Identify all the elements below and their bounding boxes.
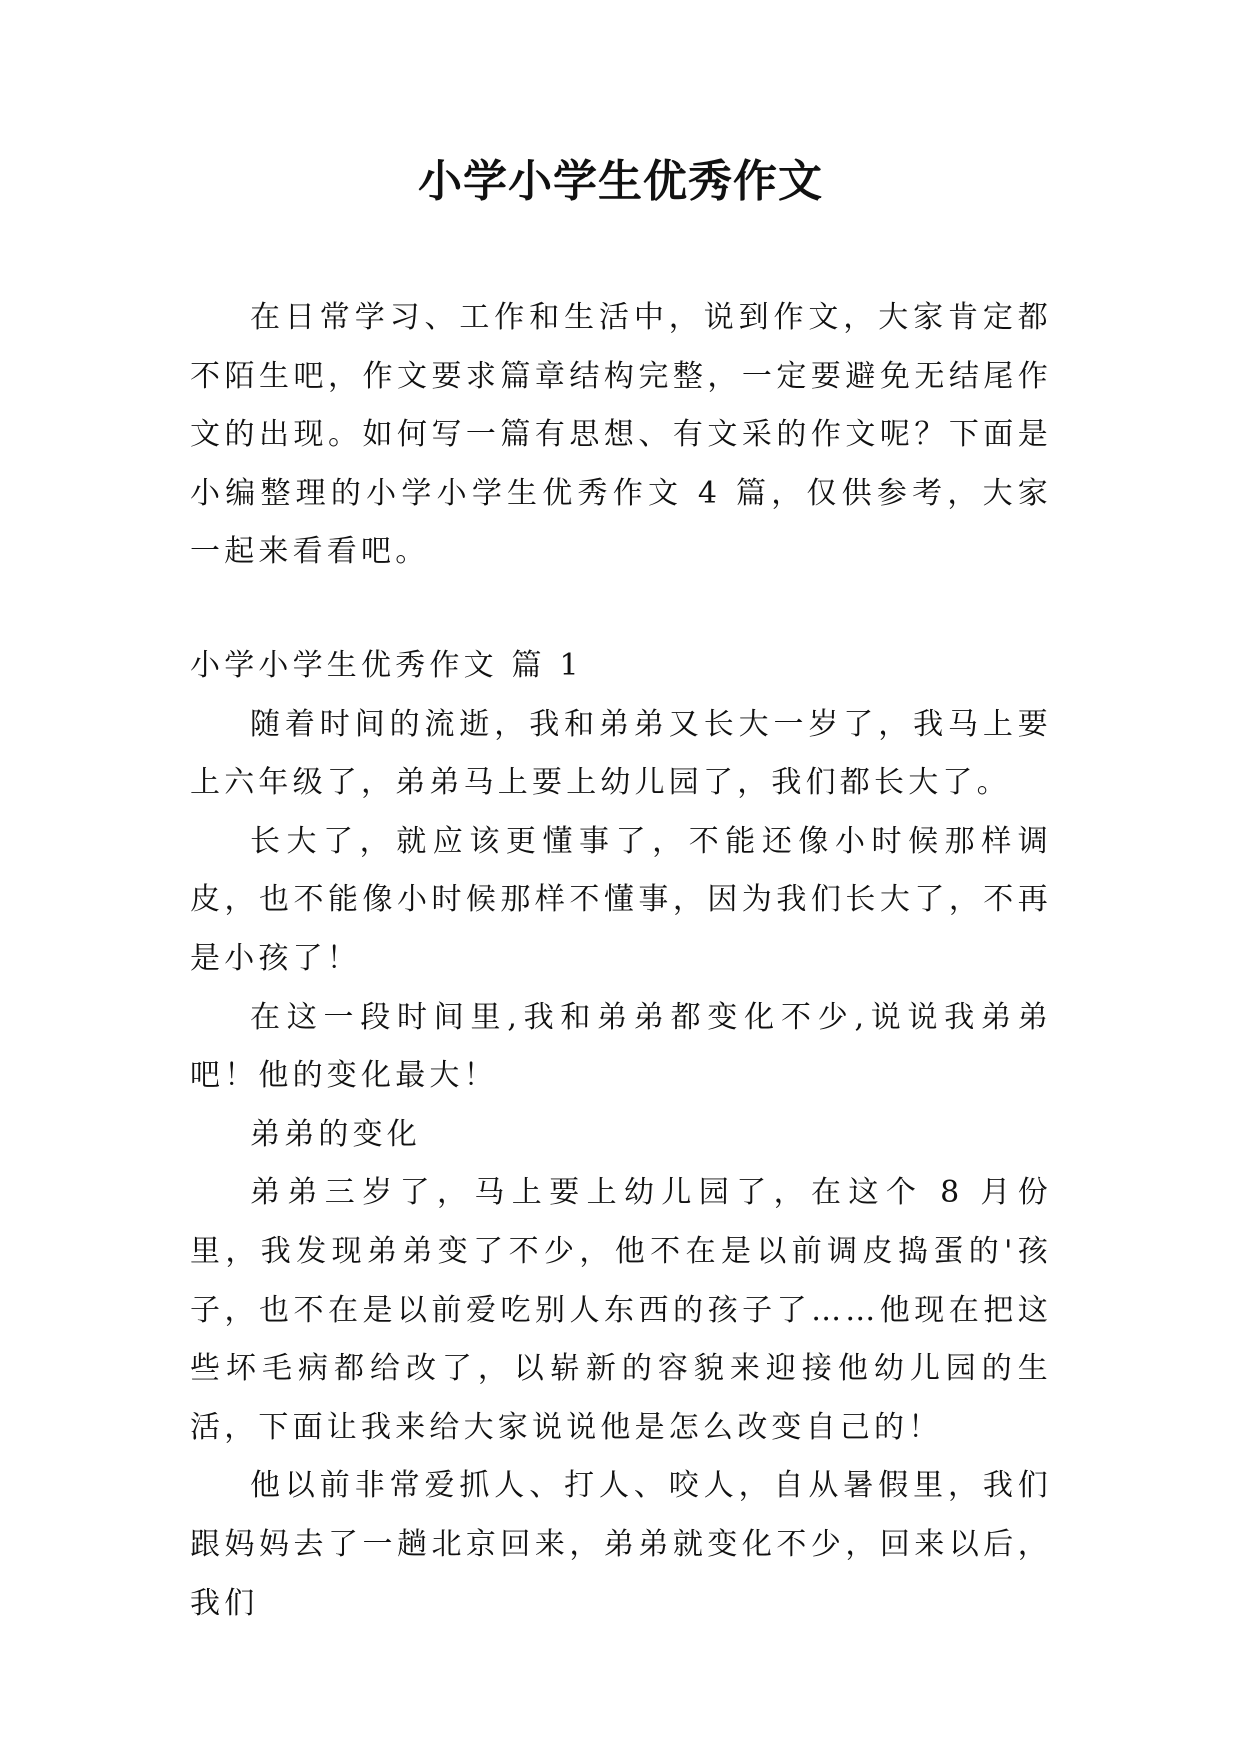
article-paragraph-5: 他以前非常爱抓人、打人、咬人，自从暑假里，我们跟妈妈去了一趟北京回来，弟弟就变化不少，回来以后，我们 [190,1468,1052,1621]
article-subheading: 弟弟的变化 [250,1116,421,1152]
article-paragraph-1: 随着时间的流逝，我和弟弟又长大一岁了，我马上要上六年级了，弟弟马上要上幼儿园了，我们都长大了。 [190,706,1052,801]
intro-paragraph: 在日常学习、工作和生活中，说到作文，大家肯定都不陌生吧，作文要求篇章结构完整，一定要避免无结尾作文的出现。如何写一篇有思想、有文采的作文呢？下面是小编整理的小学小学生优秀作文 4 篇，仅供参考，大家一起来看看吧。 [190,300,1052,570]
document-title: 小学小学生优秀作文 [418,156,823,207]
article-section [190,637,1052,1633]
article-paragraph-2: 长大了，就应该更懂事了，不能还像小时候那样调皮，也不能像小时候那样不懂事，因为我们长大了，不再是小孩了！ [190,823,1052,976]
intro-section [190,289,1052,582]
article-paragraph-3: 在这一段时间里,我和弟弟都变化不少,说说我弟弟吧！他的变化最大！ [190,999,1052,1094]
section-heading: 小学小学生优秀作文 篇 1 [190,648,583,683]
article-paragraph-4: 弟弟三岁了，马上要上幼儿园了，在这个 8 月份里，我发现弟弟变了不少，他不在是以前调皮捣蛋的'孩子，也不在是以前爱吃别人东西的孩子了……他现在把这些坏毛病都给改了，以崭新的容貌来迎接他幼儿园的生活，下面让我来给大家说说他是怎么改变自己的！ [190,1175,1052,1445]
